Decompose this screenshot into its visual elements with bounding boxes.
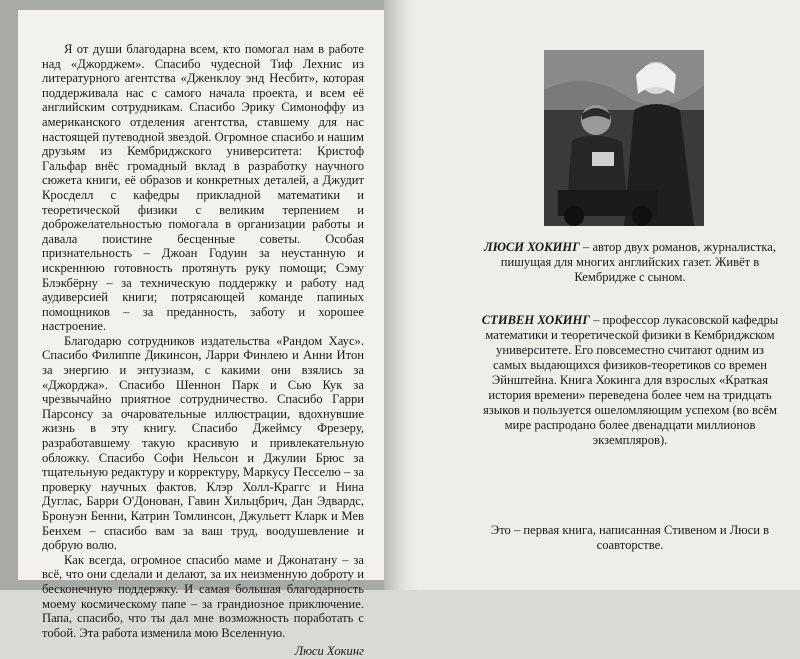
acknowledgement-paragraph-3: Как всегда, огромное спасибо маме и Джонатану – за всё, что они сделали и делают, за их неизменную доброту и бесконечную поддержку. И самая большая благодарность моему космическому папе – за грандиозное приключение. Папа, спасибо, что ты дал мне возможность поработать с тобой. Эта работа изменила мою Вселенную. <box>42 552 364 640</box>
lucy-name: ЛЮСИ ХОКИНГ <box>483 240 580 254</box>
lucy-bio-text: – автор двух романов, журналистка, пишущая для многих английских газет. Живёт в Кембридже с сыном. <box>500 240 777 284</box>
right-page <box>410 0 800 590</box>
acknowledgements-block <box>18 10 388 659</box>
stephen-bio <box>480 313 780 448</box>
stephen-name: СТИВЕН ХОКИНГ <box>481 313 590 327</box>
authors-photo <box>544 50 704 226</box>
acknowledgement-paragraph-1: Я от души благодарна всем, кто помогал нам в работе над «Джорджем». Спасибо чудесной Тиф Лехнис из литературного агентства «Дженклоу энд Несбит», которая поддерживала нас с самого начала проекта, и всем её английским сотрудникам. Спасибо Эрику Симоноффу из американского отделения агентства, ставшему для нас настоящей путеводной звездой. Огромное спасибо и нашим друзьям из Кембриджского университета: Кристоф Гальфар внёс громадный вклад в разработку научного сюжета книги, её образов и конкретных деталей, а Джудит Кросделл с кафедры прикладной математики и теоретической физики с великим терпением и доброжелательностью помогала в организации работы и давала поистине бесценные советы. Особая признательность – Джоан Годуин за неустанную и искреннюю готовность протянуть руку помощи; Сэму Блэкбёрну – за техническую поддержку и работу над аудиверсией книги; потрясающей команде папиных помощников – за преданность, заботу и хорошее настроение. <box>42 42 364 334</box>
closing-note: Это – первая книга, написанная Стивеном и Люси в соавторстве. <box>490 523 770 552</box>
acknowledgement-paragraph-2: Благодарю сотрудников издательства «Рандом Хаус». Спасибо Филиппе Дикинсон, Ларри Финлею и Анни Итон за энергию и энтузиазм, с какими они взялись за «Джорджа». Спасибо Шеннон Парк и Сью Кук за чрезвычайно приятное сотрудничество. Спасибо Гарри Парсонсу за очаровательные иллюстрации, вдохнувшие жизнь в эту книгу. Спасибо Джеймсу Фрезеру, разработавшему такую красивую и привлекательную обложку. Спасибо Софи Нельсон и Джулии Брюс за тщательную редактуру и корректуру, Маркусу Песселю – за проверку научных фактов. Клэр Холл-Краггс и Нина Дуглас, Барри О'Донован, Гавин Хильцбрич, Дан Эдвардс, Бронуэн Бенни, Катрин Томлинсон, Джульетт Кларк и Мев Бенхем – спасибо вам за ваш труд, воодушевление и добрую волю. <box>42 333 364 553</box>
lucy-bio <box>480 240 780 285</box>
book-gutter <box>384 0 420 590</box>
authors-photo-image <box>544 50 704 226</box>
author-signature: Люси Хокинг <box>294 644 364 659</box>
stephen-bio-text: – профессор лукасовской кафедры математики и теоретической физики в Кембриджском университете. Его повсеместно считают одним из самых выдающихся физиков-теоретиков со времен Эйнштейна. Книга Хокинга для взрослых «Краткая история времени» переведена более чем на тридцать языков и пользуется ошеломляющим успехом (во всём мире распродано более двенадцати миллионов экземпляров). <box>482 313 779 447</box>
